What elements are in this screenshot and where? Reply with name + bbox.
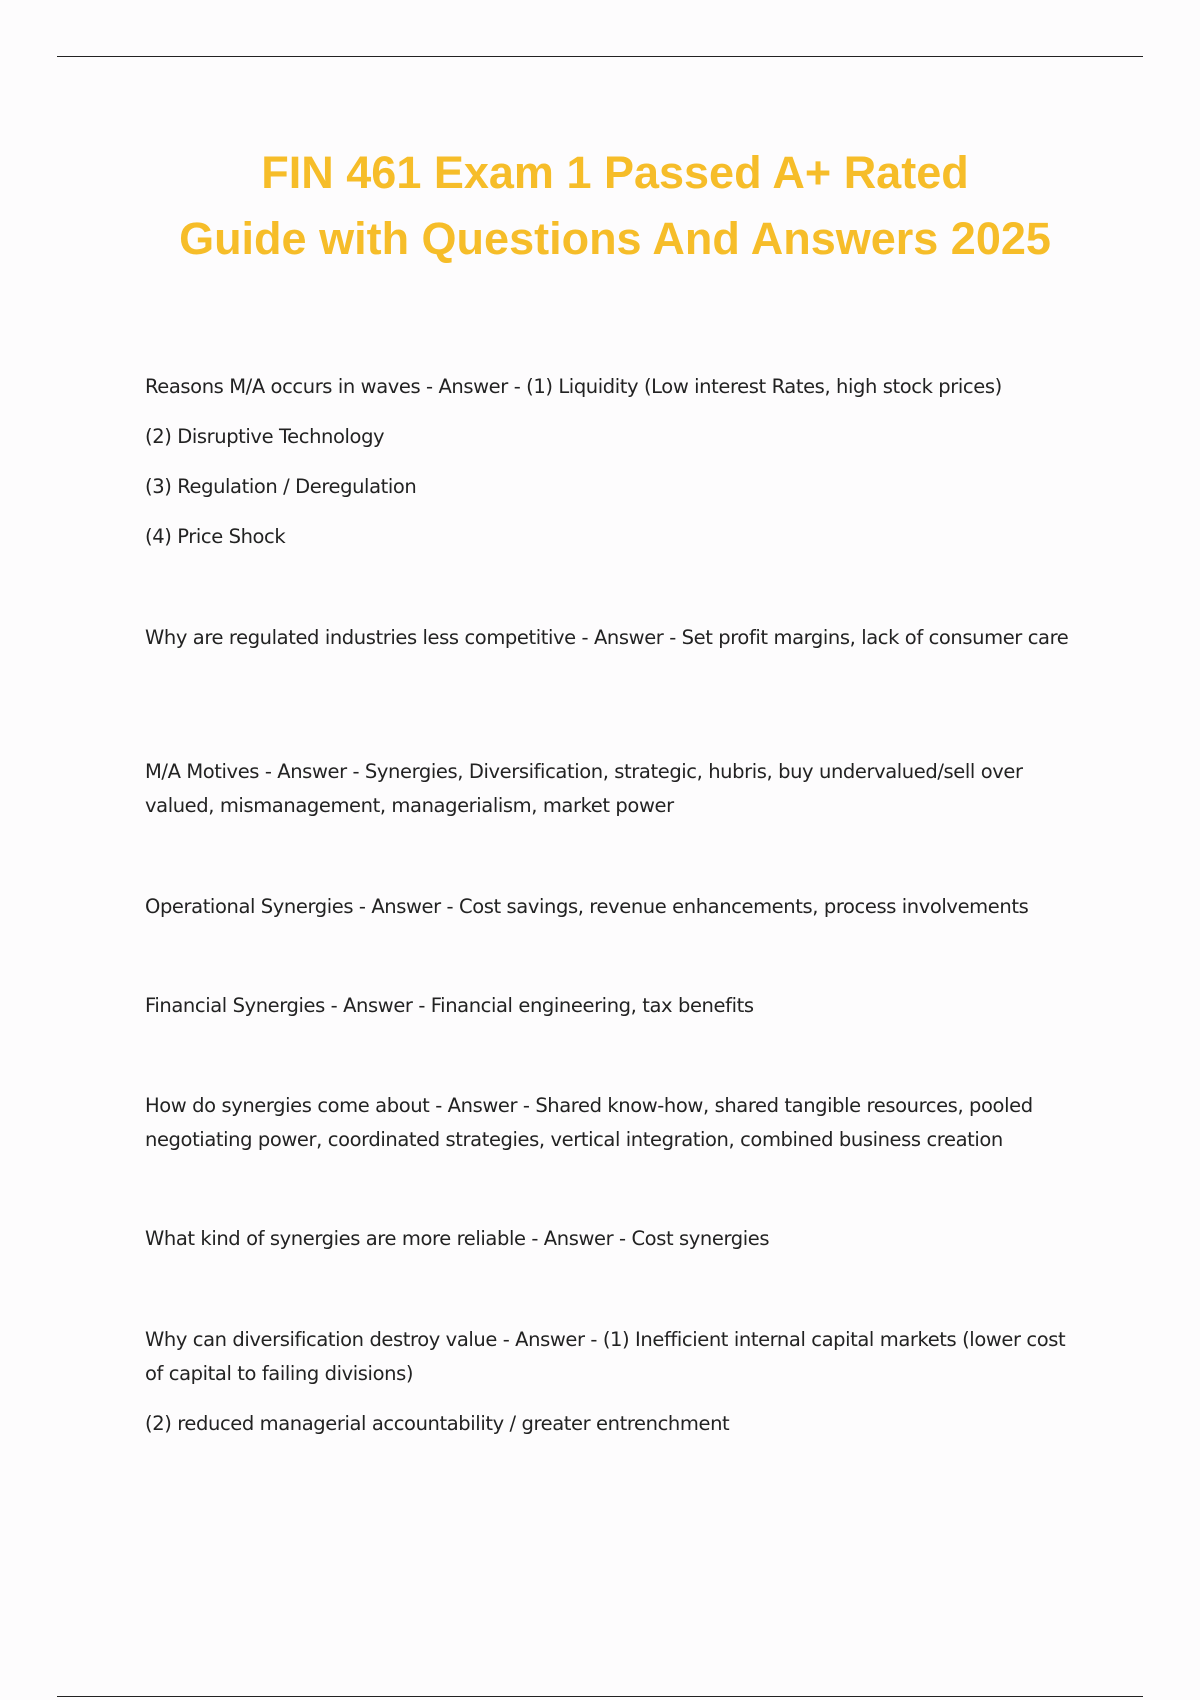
qa-item — [145, 989, 1085, 1023]
qa-text: M/A Motives - Answer - Synergies, Diversification, strategic, hubris, buy undervalued/sell over valued, mismanagement, managerialism, market power — [145, 760, 1023, 817]
footer-rule — [57, 1696, 1143, 1697]
qa-item — [145, 755, 1085, 823]
qa-continuation: (2) reduced managerial accountability / greater entrenchment — [145, 1412, 730, 1435]
title-line-2: Guide with Questions And Answers 2025 — [179, 213, 1051, 264]
qa-continuation: (3) Regulation / Deregulation — [145, 475, 417, 498]
qa-continuation: (2) Disruptive Technology — [145, 425, 385, 448]
qa-item — [145, 1323, 1085, 1441]
qa-item — [145, 1222, 1085, 1256]
qa-item — [145, 1089, 1085, 1157]
title-line-1: FIN 461 Exam 1 Passed A+ Rated — [261, 147, 969, 198]
qa-text: Why can diversification destroy value - Answer - (1) Inefficient internal capital markets (lower cost of capital to failing divisions) — [145, 1328, 1066, 1385]
document-title — [100, 140, 1130, 272]
qa-continuation: (4) Price Shock — [145, 525, 286, 548]
qa-item — [145, 370, 1085, 554]
qa-text: What kind of synergies are more reliable - Answer - Cost synergies — [145, 1227, 770, 1250]
qa-text: Why are regulated industries less competitive - Answer - Set profit margins, lack of consumer care — [145, 626, 1069, 649]
qa-text: Financial Synergies - Answer - Financial engineering, tax benefits — [145, 994, 754, 1017]
header-rule — [57, 56, 1143, 57]
qa-text: Reasons M/A occurs in waves - Answer - (1) Liquidity (Low interest Rates, high stock prices) — [145, 375, 1002, 398]
qa-item — [145, 621, 1085, 655]
qa-text: Operational Synergies - Answer - Cost savings, revenue enhancements, process involvements — [145, 895, 1029, 918]
qa-text: How do synergies come about - Answer - Shared know-how, shared tangible resources, pooled negotiating power, coordinated strategies, vertical integration, combined business creation — [145, 1094, 1033, 1151]
qa-item — [145, 890, 1085, 924]
